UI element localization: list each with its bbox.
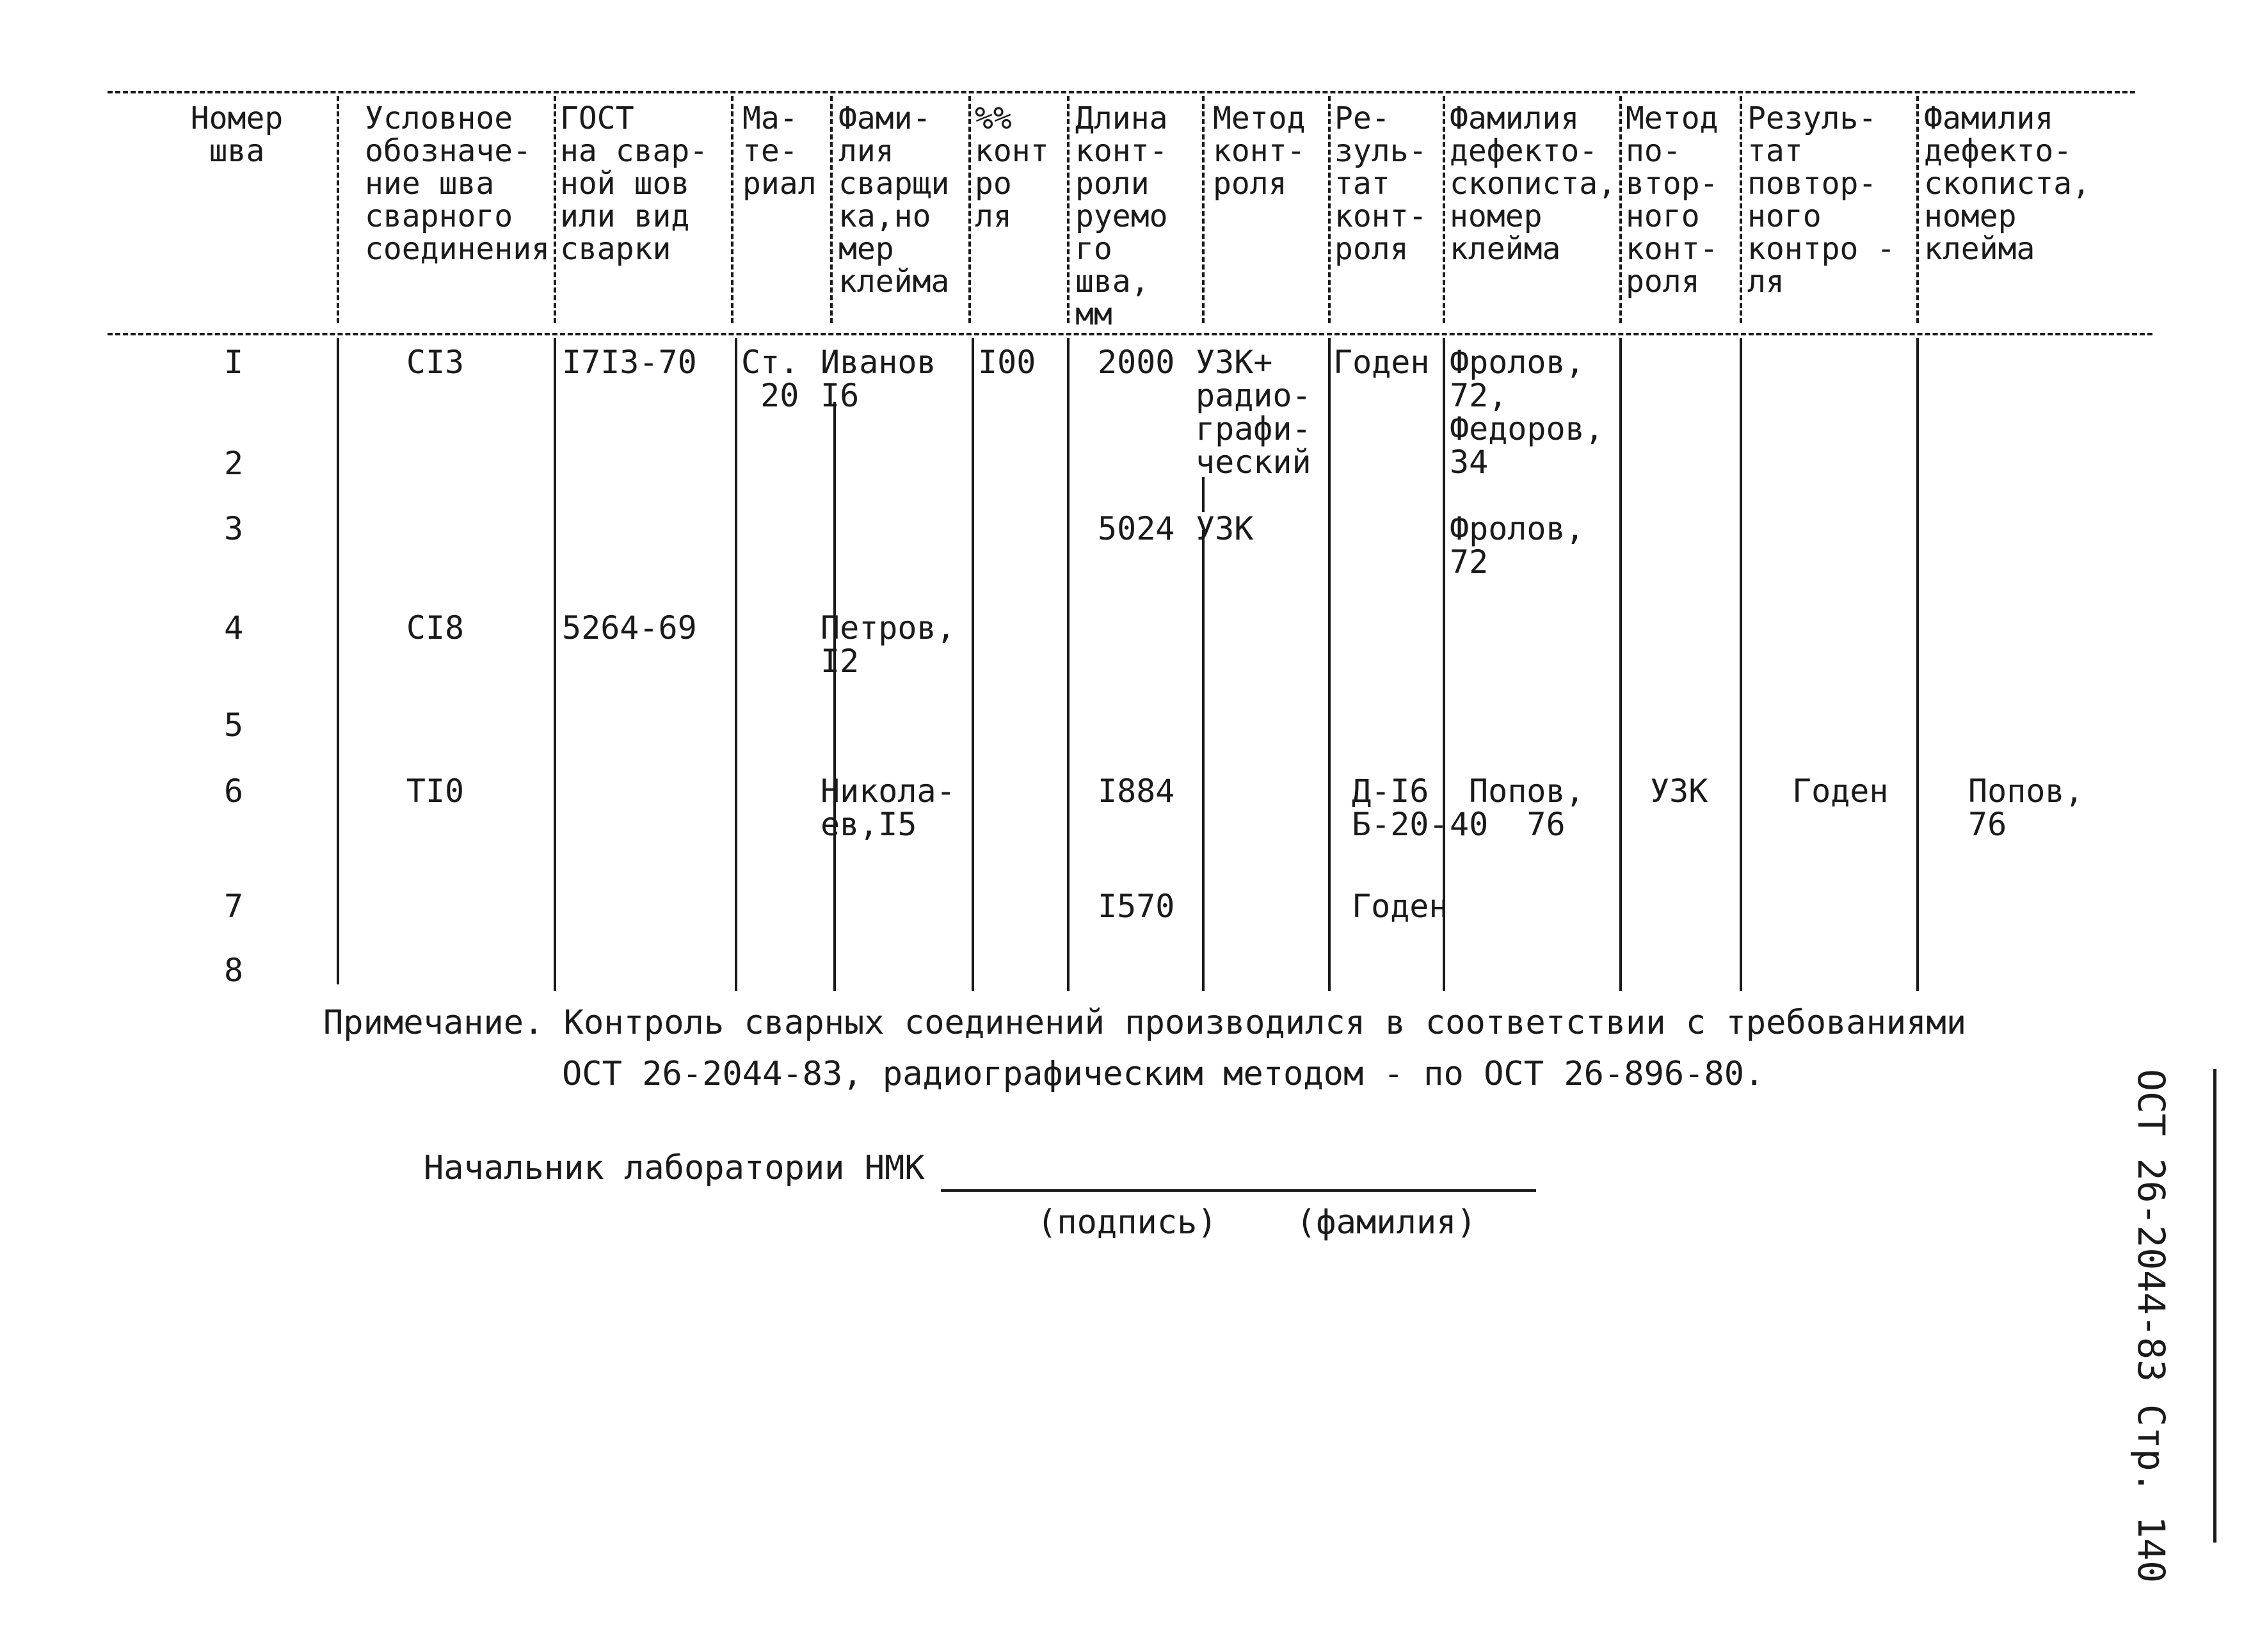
table-cell-designation: TI0 [406,773,465,810]
column-header-length: Длина конт- роли руемо го шва, мм [1075,100,1168,332]
column-divider [1916,338,1919,991]
table-cell-welder: Никола- ев,I5 [821,773,956,843]
column-header-gost: ГОСТ на свар- ной шов или вид сварки [560,100,709,267]
column-header-welder: Фами- лия сварщи ка,но мер клейма [838,100,950,300]
column-divider [735,338,737,991]
table-cell-method: УЗК+ радио- графи- ческий [1196,344,1311,481]
column-header-result: Ре- зуль- тат конт- роля [1334,100,1427,267]
side-label-rule [2213,1069,2216,1543]
column-header-repeat-result: Резуль- тат повтор- ного контро - ля [1747,100,1896,300]
header-divider [968,96,971,323]
table-cell-inspector: Фролов, 72 [1450,510,1585,581]
table-cell-seam-no: 6 [223,773,244,810]
table-cell-repeat-result: Годен [1792,773,1889,810]
column-divider [1067,338,1070,991]
column-header-material: Ма- те- риал [742,100,817,202]
table-cell-designation: CI8 [406,609,465,646]
column-header-inspector: Фамилия дефекто- скописта, номер клейма [1450,100,1617,267]
column-divider [554,338,556,991]
table-cell-length: 2000 [1098,344,1175,381]
table-cell-gost: 5264-69 [562,609,697,646]
header-divider [731,96,733,323]
header-divider [830,96,833,323]
header-divider [1067,96,1070,323]
table-cell-result: Годен [1352,888,1448,925]
table-cell-seam-no: 3 [223,510,244,547]
table-cell-seam-no: 2 [223,445,244,482]
header-divider [337,96,339,323]
table-cell-seam-no: I [223,344,244,381]
table-cell-seam-no: 4 [223,609,244,646]
column-header-method: Метод конт- роля [1213,100,1306,202]
table-cell-repeat-inspector: Попов, 76 [1968,773,2084,843]
column-divider [1740,338,1742,991]
header-divider [554,96,556,323]
column-divider [1202,477,1205,512]
table-cell-inspector: 40 76 [1450,806,1566,843]
table-cell-welder: Петров, I2 [821,609,956,680]
column-divider [1619,338,1622,991]
table-cell-material: Ст. 20 [741,344,799,414]
column-divider [1202,530,1205,991]
name-caption: (фамилия) [1296,1203,1477,1242]
table-cell-length: I570 [1098,888,1175,925]
table-top-rule [108,91,2135,93]
table-cell-length: I884 [1098,773,1175,810]
column-header-repeat-inspector: Фамилия дефекто- скописта, номер клейма [1924,100,2091,267]
column-header-seam-no: Номер шва [190,100,284,169]
table-cell-inspector: Фролов, 72, Федоров, 34 [1450,344,1604,481]
column-header-designation: Условное обозначе- ние шва сварного соединения [365,100,550,267]
signature-line [941,1189,1536,1192]
table-cell-result: Д-I6 Б-20- [1352,773,1448,843]
table-cell-result: Годен [1333,344,1430,381]
header-divider [1443,96,1445,323]
table-cell-designation: CI3 [406,344,465,381]
table-cell-welder: Иванов I6 [821,344,936,414]
column-divider [972,338,974,991]
column-header-percent: %% конт ро ля [975,100,1049,234]
column-divider [1328,338,1331,991]
table-cell-length: 5024 [1098,510,1175,547]
header-divider [1916,96,1919,323]
header-divider [1619,96,1622,323]
table-cell-seam-no: 8 [223,952,244,989]
header-divider [1328,96,1331,323]
table-cell-seam-no: 7 [223,888,244,925]
table-cell-repeat-method: УЗК [1650,773,1708,810]
column-divider [337,338,339,984]
column-header-repeat-method: Метод по- втор- ного конт- роля [1626,100,1719,300]
signature-caption: (подпись) [1037,1203,1217,1242]
table-cell-gost: I7I3-70 [562,344,697,381]
header-divider [1202,96,1205,323]
signature-label: Начальник лаборатории НМК [424,1149,925,1187]
table-cell-percent: I00 [978,344,1036,381]
table-cell-seam-no: 5 [223,707,244,744]
header-divider [1740,96,1742,323]
note-line-2: ОСТ 26-2044-83, радиографическим методом - по ОСТ 26-896-80. [562,1055,1765,1093]
page-reference: ОСТ 26-2044-83 Стр. 140 [2129,1069,2173,1584]
column-divider [833,402,836,991]
note-line-1: Примечание. Контроль сварных соединений производился в соответствии с требованиями [323,1004,1967,1042]
table-cell-inspector-name: Попов, [1469,773,1585,810]
header-bottom-rule [108,333,2152,335]
table-cell-method: УЗК [1196,510,1254,547]
